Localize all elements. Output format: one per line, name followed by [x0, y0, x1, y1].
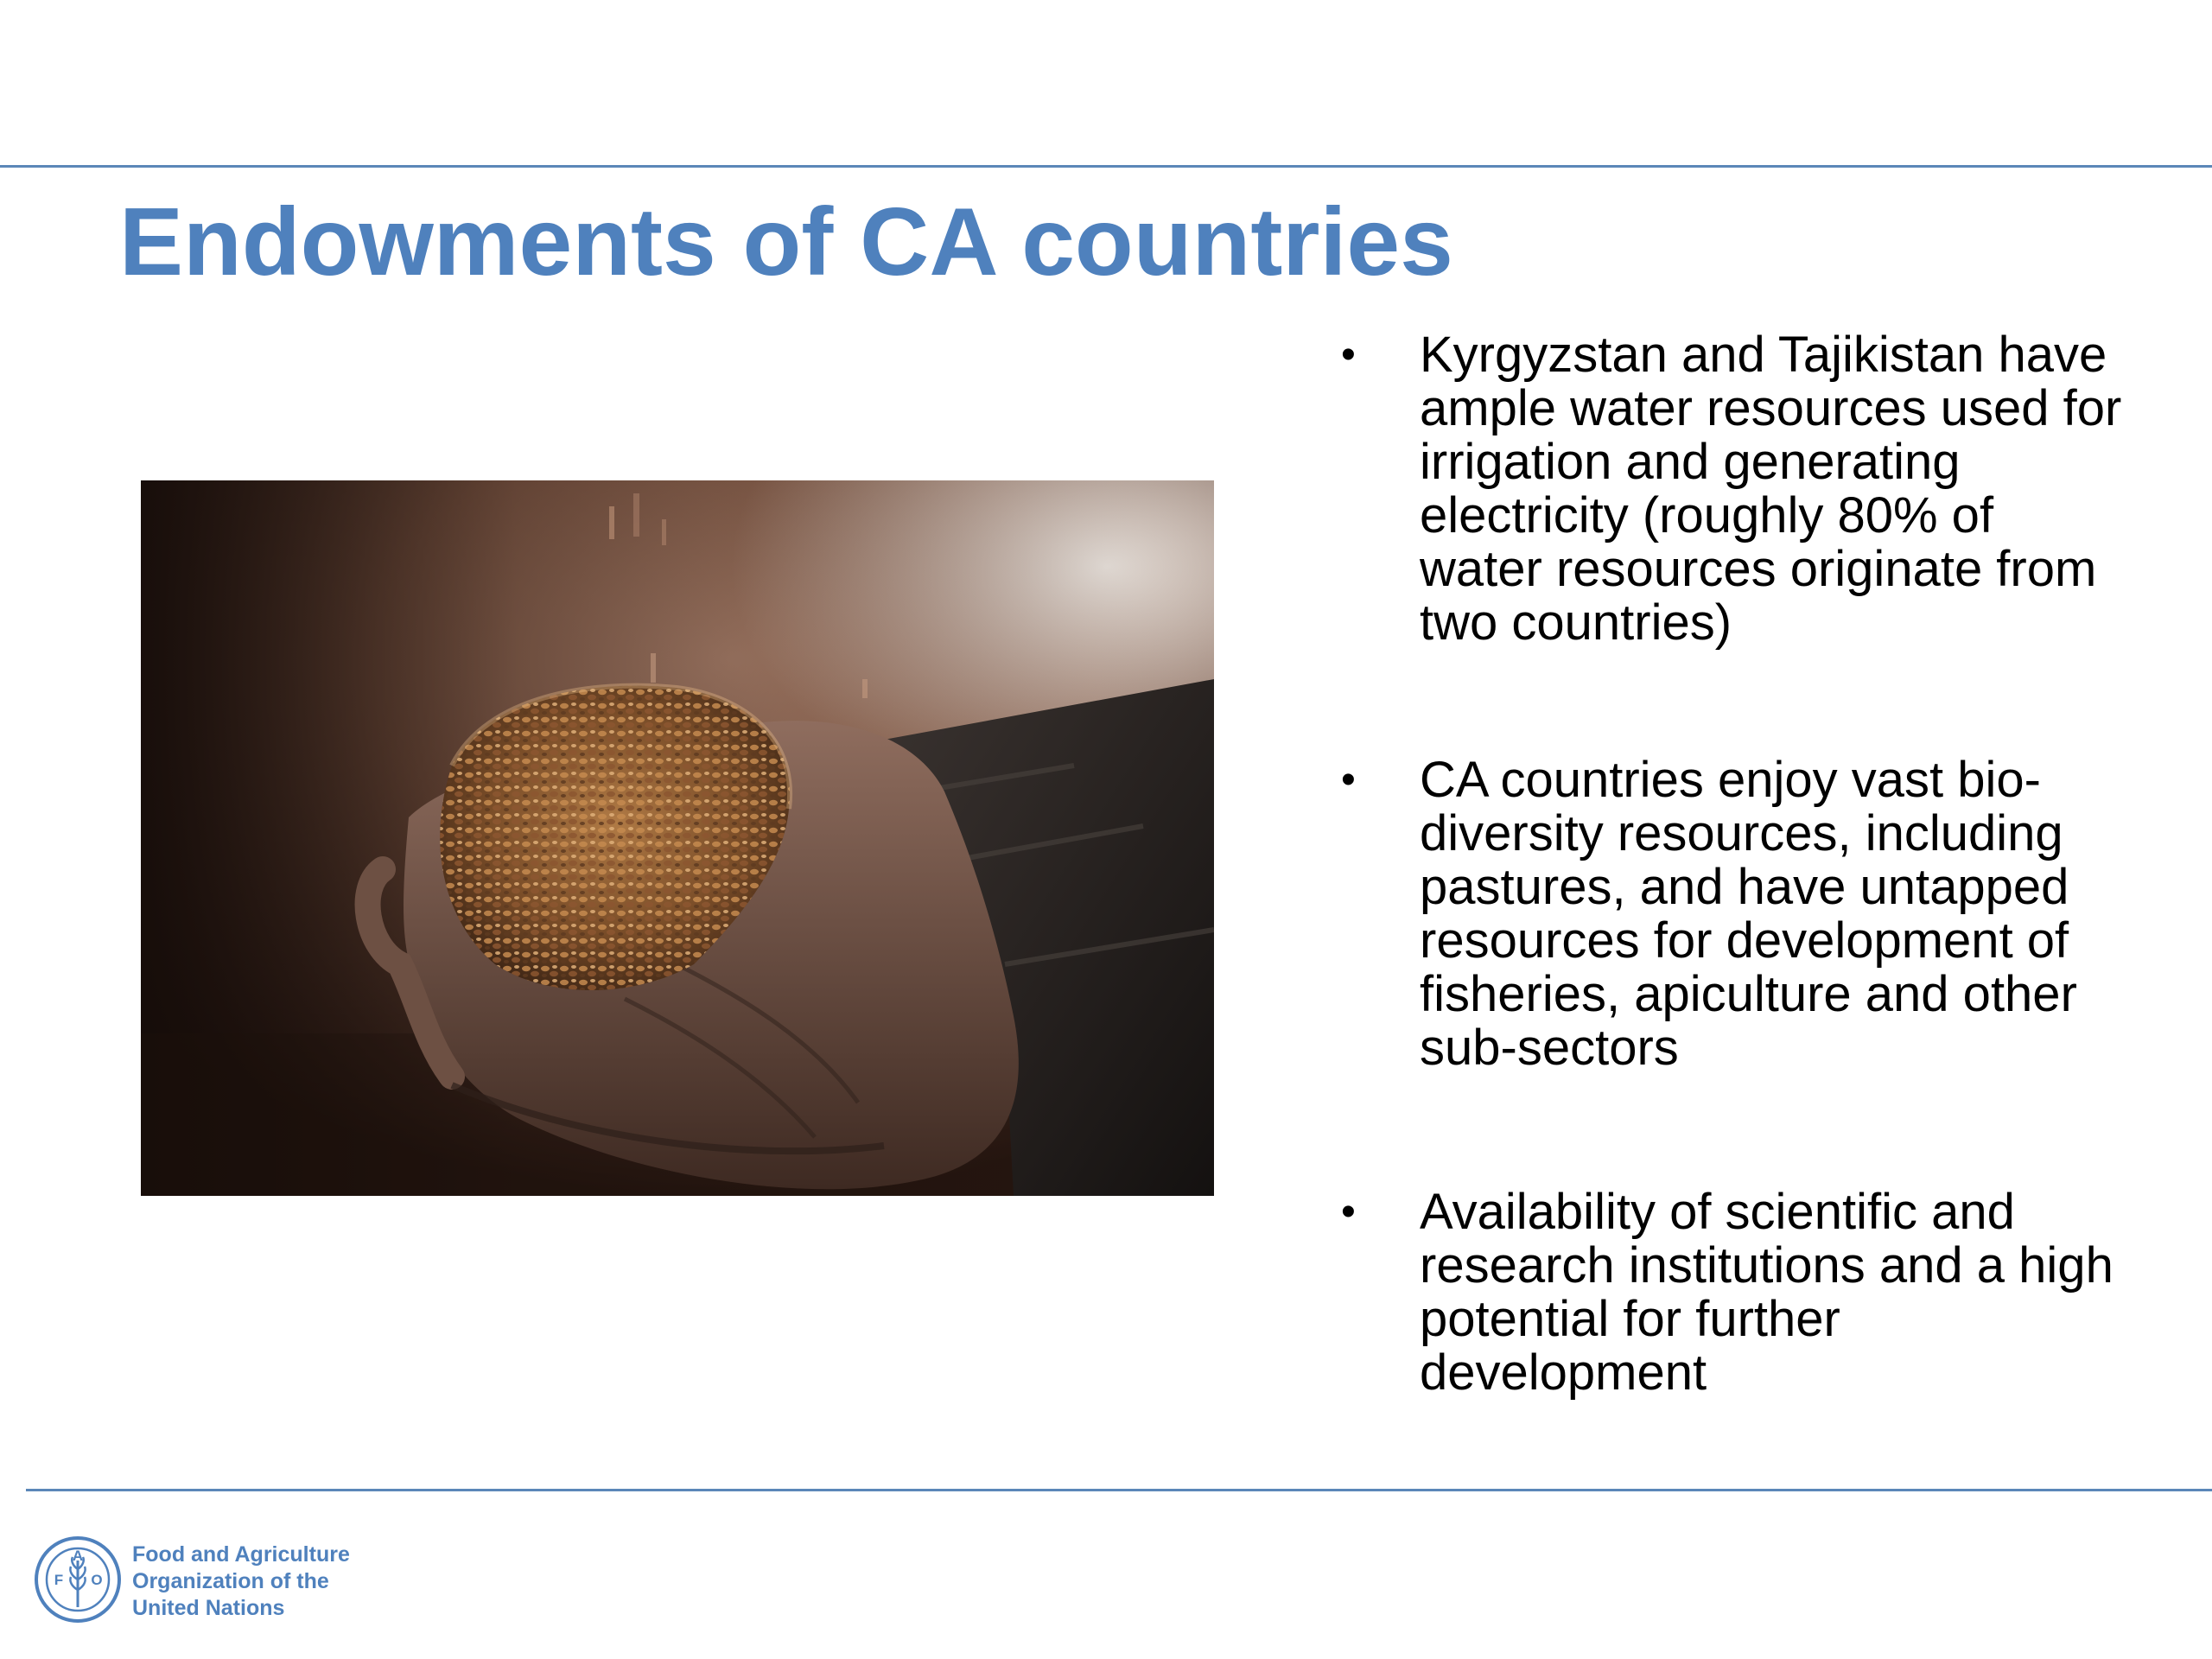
logo-letter-o: O [91, 1572, 103, 1588]
bullet-text: Kyrgyzstan and Tajikistan have ample water resources used for irrigation and generating electricity (roughly 80% of water resources originate from two countries) [1420, 327, 2122, 651]
slide-title: Endowments of CA countries [119, 188, 1453, 296]
bullet-marker: • [1341, 332, 1356, 378]
organization-name [132, 1541, 350, 1622]
bullet-marker: • [1341, 757, 1356, 803]
fao-emblem-icon [33, 1535, 123, 1624]
bullet-item [1326, 328, 2190, 650]
logo-letter-f: F [54, 1572, 64, 1588]
wheat-grains-photo [141, 480, 1214, 1196]
bullet-text: Availability of scientific and research institutions and a high potential for further development [1420, 1184, 2113, 1401]
bullet-text: CA countries enjoy vast bio-diversity resources, including pastures, and have untapped resources for development of fisheries, apiculture and other sub-sectors [1420, 752, 2077, 1076]
bullet-item [1326, 1185, 2190, 1400]
bullet-marker: • [1341, 1189, 1356, 1235]
header-divider [0, 165, 2212, 168]
logo-letter-a: A [72, 1548, 84, 1564]
organization-name-line: Food and Agriculture [132, 1542, 350, 1567]
bullet-list [1326, 328, 2190, 1400]
bullet-item [1326, 753, 2190, 1075]
footer-divider [26, 1489, 2212, 1491]
organization-name-line: United Nations [132, 1596, 285, 1620]
organization-name-line: Organization of the [132, 1569, 329, 1593]
